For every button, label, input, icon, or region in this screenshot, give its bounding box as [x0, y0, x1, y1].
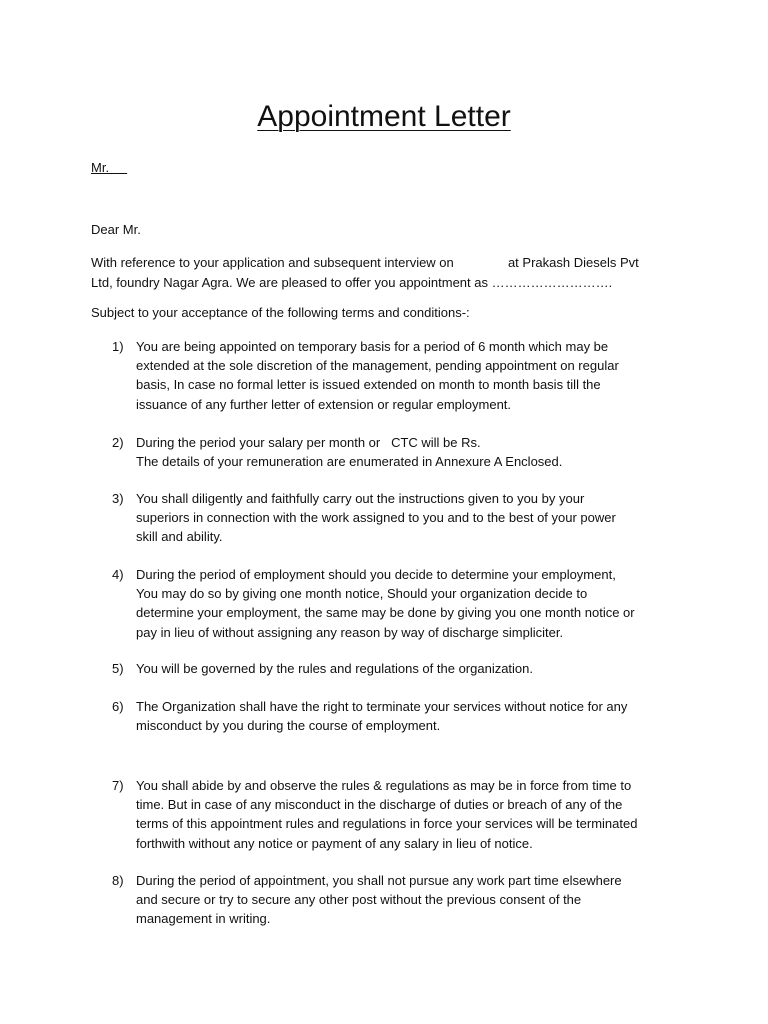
clause-text — [136, 489, 692, 547]
clause-line: terms of this appointment rules and regulations in force your services will be terminated — [136, 816, 638, 832]
clause-line: You will be governed by the rules and regulations of the organization. — [136, 661, 534, 676]
clause-line: basis, In case no formal letter is issued extended on month to month basis till the — [136, 377, 601, 393]
terms-subject-line: Subject to your acceptance of the following terms and conditions-: — [91, 305, 470, 320]
clause-text — [136, 433, 692, 471]
clause-number: 4) — [112, 567, 124, 582]
clause-line: During the period of appointment, you shall not pursue any work part time elsewhere — [136, 873, 622, 888]
clause-line: superiors in connection with the work assigned to you and to the best of your power — [136, 510, 616, 526]
clause-number: 6) — [112, 699, 124, 714]
clause-number: 8) — [112, 873, 124, 888]
intro-paragraph — [91, 253, 681, 292]
clause-line: misconduct by you during the course of employment. — [136, 718, 441, 734]
clause-line: The Organization shall have the right to terminate your services without notice for any — [136, 699, 628, 714]
addressee-line: Mr. — [91, 160, 128, 175]
clause-line: The details of your remuneration are enumerated in Annexure A Enclosed. — [136, 454, 563, 470]
clause-number: 7) — [112, 778, 124, 793]
clause-text — [136, 776, 692, 853]
clause-line: time. But in case of any misconduct in the discharge of duties or breach of any of the — [136, 797, 623, 813]
document-title: Appointment Letter — [257, 100, 511, 133]
clause-number: 1) — [112, 339, 124, 354]
clause-line: You are being appointed on temporary basis for a period of 6 month which may be — [136, 339, 609, 354]
clause-line: pay in lieu of without assigning any reason by way of discharge simpliciter. — [136, 624, 564, 640]
clause-line: You shall abide by and observe the rules & regulations as may be in force from time to — [136, 778, 632, 793]
clause-line: determine your employment, the same may be done by giving you one month notice or — [136, 605, 635, 621]
clause-text — [136, 697, 692, 735]
clause-number: 2) — [112, 435, 124, 450]
clause-text — [136, 871, 692, 929]
salutation: Dear Mr. — [91, 222, 141, 237]
clause-line: management in writing. — [136, 911, 271, 927]
clause-line: skill and ability. — [136, 529, 223, 545]
clause-text — [136, 565, 692, 642]
clause-text — [136, 659, 692, 678]
intro-line: Ltd, foundry Nagar Agra. We are pleased to offer you appointment as ………………………. — [91, 274, 613, 290]
clause-text — [136, 337, 692, 414]
clause-line: and secure or try to secure any other post without the previous consent of the — [136, 892, 582, 908]
clause-line: You shall diligently and faithfully carry out the instructions given to you by your — [136, 491, 585, 506]
clause-line: issuance of any further letter of extension or regular employment. — [136, 396, 512, 412]
clause-line: You may do so by giving one month notice, Should your organization decide to — [136, 586, 588, 602]
clause-number: 5) — [112, 661, 124, 676]
clause-line: extended at the sole discretion of the management, pending appointment on regular — [136, 358, 619, 374]
clause-line: During the period your salary per month or CTC will be Rs. — [136, 435, 481, 450]
intro-line: With reference to your application and subsequent interview on at Prakash Diesels Pvt — [91, 255, 639, 270]
clause-line: forthwith without any notice or payment of any salary in lieu of notice. — [136, 835, 533, 851]
clause-line: During the period of employment should you decide to determine your employment, — [136, 567, 616, 582]
clause-number: 3) — [112, 491, 124, 506]
